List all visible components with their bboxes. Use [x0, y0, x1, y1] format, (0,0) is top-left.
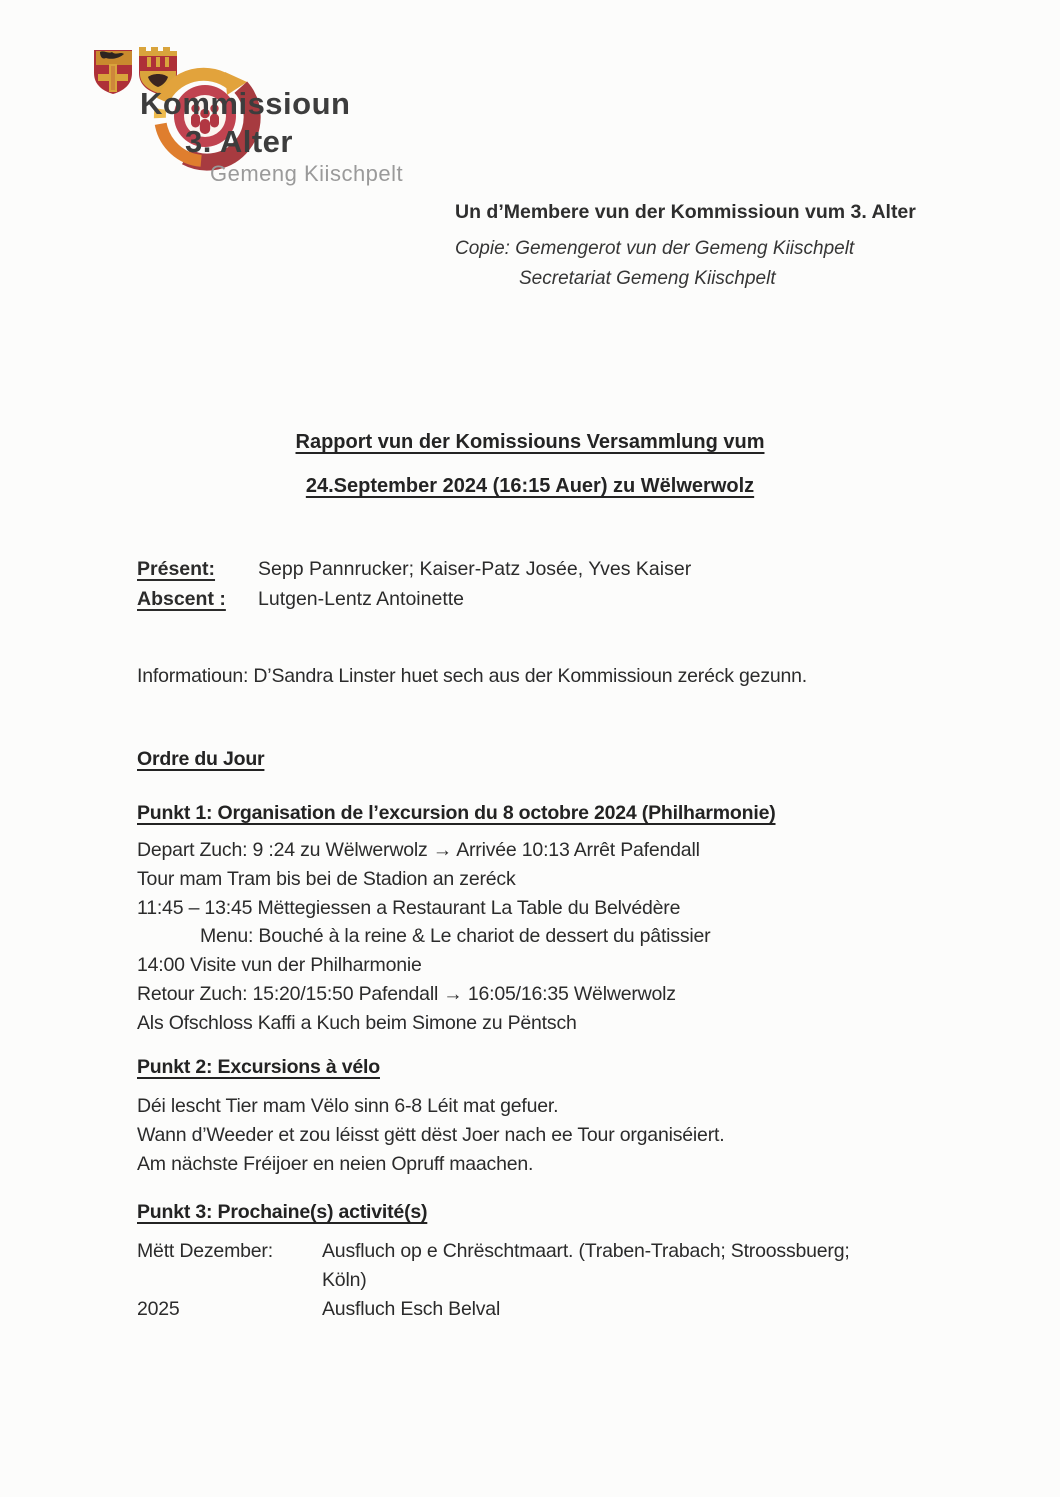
attendance-row-present [137, 554, 691, 584]
present-label: Présent: [137, 558, 216, 580]
logo-title-line1: Kommissioun [140, 86, 351, 121]
punkt3-heading: Punkt 3: Prochaine(s) activité(s) [137, 1201, 428, 1223]
punkt1-line: Tour mam Tram bis bei de Stadion an zeréck [137, 867, 516, 890]
punkt1-line: Depart Zuch: 9 :24 zu Wëlwerwolz → Arrivée 10:13 Arrêt Pafendall [137, 839, 700, 861]
recipient-copy-line2: Secretariat Gemeng Kiischpelt [519, 268, 776, 289]
absent-value: Lutgen-Lentz Antoinette [258, 588, 464, 610]
punkt3-table [137, 1240, 937, 1326]
punkt1-line: Retour Zuch: 15:20/15:50 Pafendall → 16:05/16:35 Wëlwerwolz [137, 982, 676, 1005]
punkt2-heading: Punkt 2: Excursions à vélo [137, 1056, 380, 1078]
punkt1-line: 11:45 – 13:45 Mëttegiessen a Restaurant La Table du Belvédère [137, 896, 681, 919]
punkt2-line: Déi lescht Tier mam Vëlo sinn 6-8 Léit mat gefuer. [137, 1095, 559, 1117]
logo [90, 44, 410, 194]
coat-of-arms-left-icon [92, 48, 134, 96]
punkt3-value-line: Ausfluch Esch Belval [322, 1297, 501, 1320]
attendance-row-absent [137, 584, 691, 614]
recipient-copy-line1: Copie: Gemengerot vun der Gemeng Kiischpelt [455, 238, 855, 259]
punkt1-line: 14:00 Visite vun der Philharmonie [137, 954, 422, 977]
recipient-block [455, 197, 935, 294]
present-value: Sepp Pannrucker; Kaiser-Patz Josée, Yves Kaiser [258, 558, 692, 580]
punkt2-line: Wann d’Weeder et zou léisst gëtt dëst Joer nach ee Tour organiséiert. [137, 1123, 725, 1146]
punkt1-line: Als Ofschloss Kaffi a Kuch beim Simone zu Pëntsch [137, 1011, 577, 1034]
punkt3-row [137, 1298, 937, 1327]
agenda-heading: Ordre du Jour [137, 748, 265, 770]
document-title-line2: 24.September 2024 (16:15 Auer) zu Wëlwerwolz [305, 475, 755, 497]
document-title [0, 431, 1060, 519]
punkt3-row-value [322, 1240, 937, 1298]
punkt3-row-label: Mëtt Dezember: [137, 1240, 273, 1262]
punkt1-body [137, 839, 957, 1041]
punkt2-body [137, 1095, 957, 1181]
punkt3-value-line: Ausfluch op e Chrëschtmaart. (Traben-Trabach; Stroossbuerg; [322, 1240, 850, 1262]
punkt3-row-value [322, 1298, 937, 1327]
recipient-to: Un d’Membere vun der Kommissioun vum 3. Alter [455, 201, 916, 223]
logo-subtitle: Gemeng Kiischpelt [210, 161, 404, 186]
information-line: Informatioun: D’Sandra Linster huet sech aus der Kommissioun zeréck gezunn. [137, 665, 808, 687]
absent-label: Abscent : [137, 588, 226, 610]
logo-title-line2: 3. Alter [185, 124, 293, 159]
attendance-block [137, 554, 691, 614]
punkt3-value-line: Köln) [322, 1268, 367, 1291]
punkt1-heading: Punkt 1: Organisation de l’excursion du 8 octobre 2024 (Philharmonie) [137, 802, 776, 824]
punkt2-line: Am nächste Fréijoer en neien Opruff maachen. [137, 1152, 534, 1175]
punkt3-row [137, 1240, 937, 1298]
punkt1-line: Menu: Bouché à la reine & Le chariot de dessert du pâtissier [200, 925, 711, 948]
punkt3-row-label: 2025 [137, 1297, 180, 1320]
document-title-line1: Rapport vun der Komissiouns Versammlung vum [295, 431, 765, 453]
